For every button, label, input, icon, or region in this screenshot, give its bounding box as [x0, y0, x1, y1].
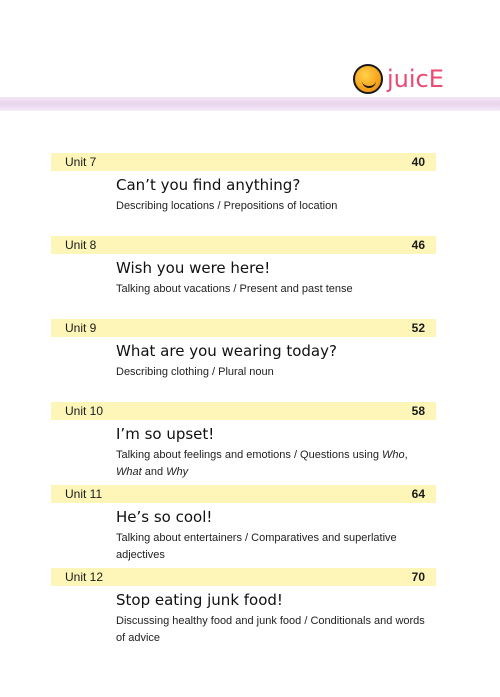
unit-label: Unit 10 [65, 404, 104, 418]
unit-page-number: 40 [411, 155, 425, 169]
unit-description: Describing clothing / Plural noun [116, 366, 274, 378]
unit-label: Unit 7 [65, 155, 97, 169]
unit-page-number: 64 [411, 487, 425, 501]
unit-bar [51, 236, 436, 254]
unit-bar [51, 485, 436, 503]
unit-title: He’s so cool! [116, 508, 213, 526]
unit-title: What are you wearing today? [116, 342, 337, 360]
logo-text: juicE [387, 65, 444, 93]
unit-label: Unit 9 [65, 321, 97, 335]
unit-description: Talking about entertainers / Comparatives and superlative adjectives [116, 532, 397, 561]
unit-label: Unit 11 [65, 487, 103, 501]
unit-page-number: 70 [411, 570, 425, 584]
unit-page-number: 46 [411, 238, 425, 252]
unit-title: Wish you were here! [116, 259, 271, 277]
unit-title: I’m so upset! [116, 425, 215, 443]
unit-bar [51, 319, 436, 337]
unit-label: Unit 8 [65, 238, 97, 252]
unit-title: Stop eating junk food! [116, 591, 283, 609]
unit-bar [51, 402, 436, 420]
juice-logo [353, 62, 463, 98]
unit-bar [51, 153, 436, 171]
unit-bar [51, 568, 436, 586]
smiley-icon [353, 64, 383, 94]
unit-description: Describing locations / Prepositions of location [116, 200, 338, 212]
unit-page-number: 58 [411, 404, 425, 418]
unit-title: Can’t you find anything? [116, 176, 301, 194]
unit-description: Talking about vacations / Present and past tense [116, 283, 353, 295]
unit-description: Discussing healthy food and junk food / Conditionals and words of advice [116, 615, 425, 644]
unit-description: Talking about feelings and emotions / Questions using Who, What and Why [116, 449, 408, 478]
unit-page-number: 52 [411, 321, 425, 335]
unit-label: Unit 12 [65, 570, 104, 584]
header-band [0, 97, 500, 111]
